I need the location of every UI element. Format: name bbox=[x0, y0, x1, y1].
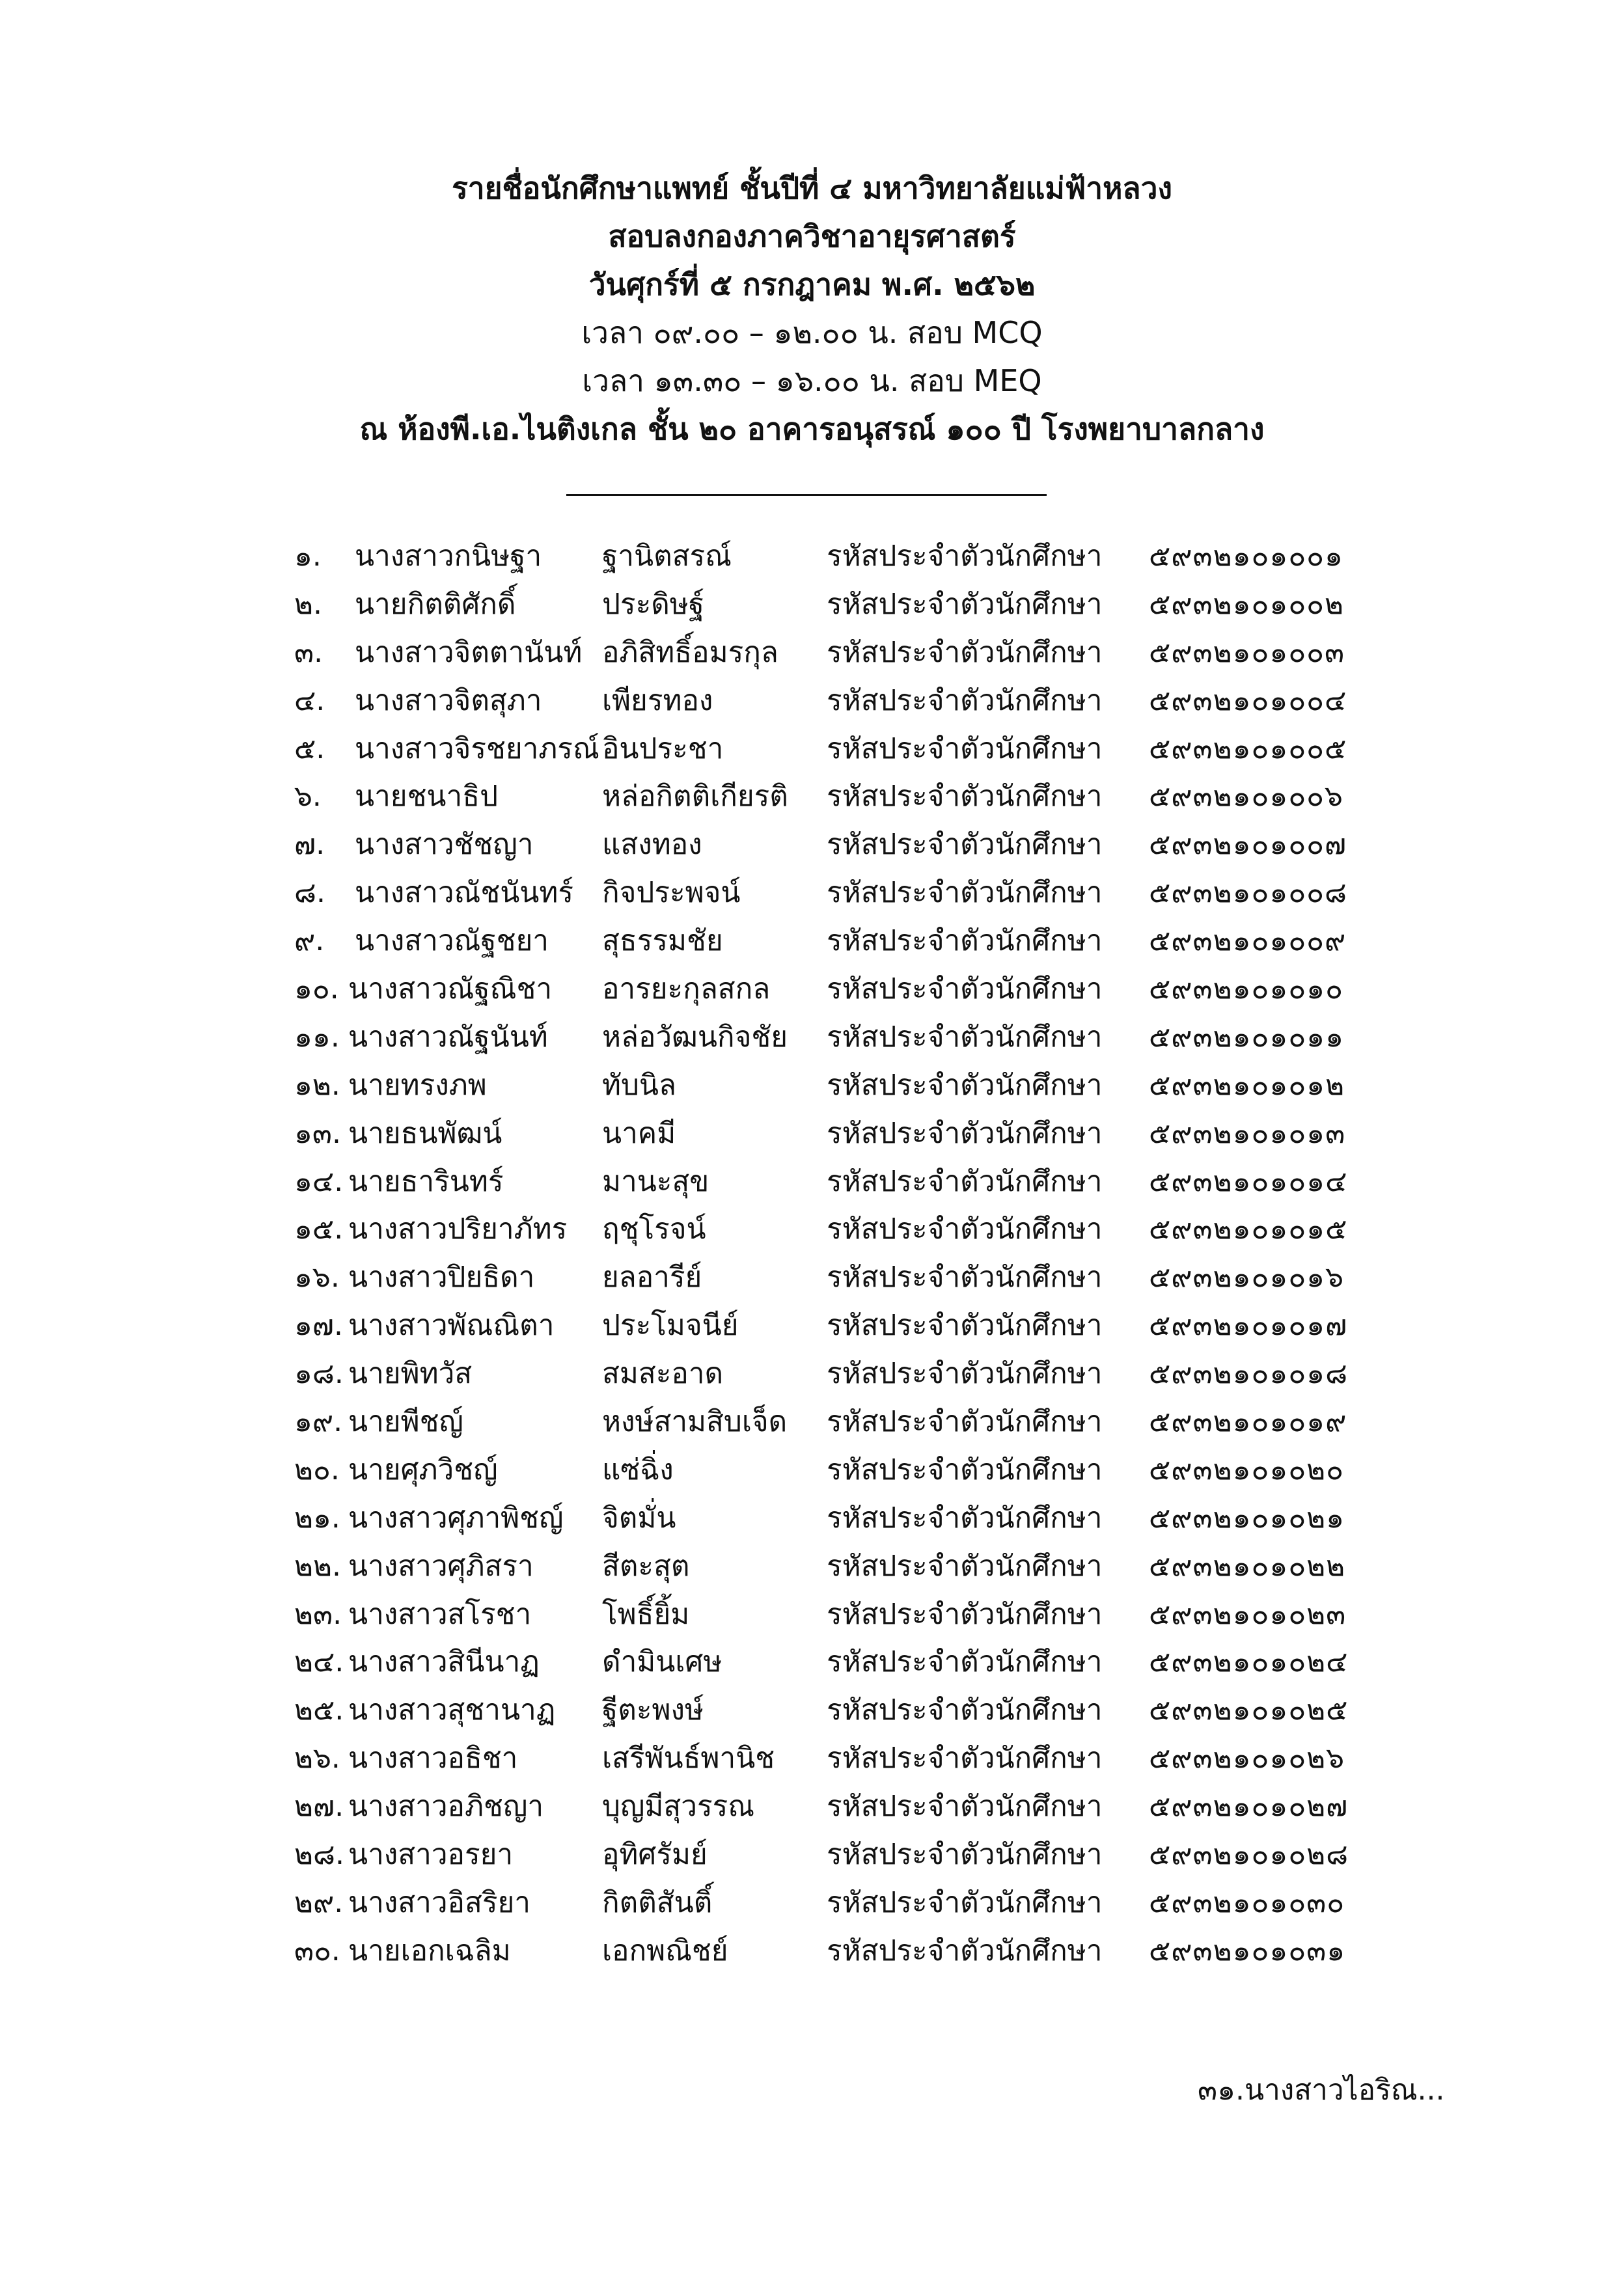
list-item bbox=[0, 725, 1624, 773]
student-id-label: รหัสประจำตัวนักศึกษา bbox=[827, 780, 1103, 814]
student-id-label: รหัสประจำตัวนักศึกษา bbox=[827, 1838, 1103, 1872]
student-id: ๕๙๓๒๑๐๑๐๐๕ bbox=[1149, 732, 1347, 765]
student-id: ๕๙๓๒๑๐๑๐๒๘ bbox=[1149, 1838, 1349, 1872]
row-number: ๒๙. bbox=[294, 1885, 344, 1919]
student-last-name: แสงทอง bbox=[602, 828, 702, 862]
list-item bbox=[0, 1542, 1624, 1591]
student-id: ๕๙๓๒๑๐๑๐๒๓ bbox=[1149, 1597, 1347, 1631]
student-last-name: สีตะสุต bbox=[602, 1549, 690, 1583]
student-id: ๕๙๓๒๑๐๑๐๑๗ bbox=[1149, 1309, 1348, 1343]
header-date: วันศุกร์ที่ ๕ กรกฎาคม พ.ศ. ๒๕๖๒ bbox=[588, 267, 1036, 302]
student-first-name: นางสาวสโรชา bbox=[348, 1597, 532, 1631]
student-last-name: สุธรรมชัย bbox=[602, 924, 723, 958]
student-id-label: รหัสประจำตัวนักศึกษา bbox=[827, 828, 1103, 862]
student-id: ๕๙๓๒๑๐๑๐๓๐ bbox=[1149, 1885, 1345, 1919]
student-first-name: นางสาวปิยธิดา bbox=[348, 1261, 535, 1294]
student-id-label: รหัสประจำตัวนักศึกษา bbox=[827, 1645, 1103, 1679]
row-number: ๒๔. bbox=[294, 1645, 344, 1679]
student-id-label: รหัสประจำตัวนักศึกษา bbox=[827, 540, 1103, 573]
student-id: ๕๙๓๒๑๐๑๐๑๙ bbox=[1149, 1405, 1347, 1439]
student-list bbox=[0, 532, 1624, 1975]
student-id-label: รหัสประจำตัวนักศึกษา bbox=[827, 1790, 1103, 1824]
list-item bbox=[0, 532, 1624, 581]
student-id-label: รหัสประจำตัวนักศึกษา bbox=[827, 635, 1103, 669]
student-id-label: รหัสประจำตัวนักศึกษา bbox=[827, 1501, 1103, 1535]
student-first-name: นางสาวณัฐนันท์ bbox=[348, 1020, 548, 1054]
student-first-name: นางสาวจิตตานันท์ bbox=[355, 635, 583, 669]
student-last-name: หงษ์สามสิบเจ็ด bbox=[602, 1405, 788, 1439]
student-last-name: เสรีพันธ์พานิช bbox=[602, 1742, 775, 1775]
student-id-label: รหัสประจำตัวนักศึกษา bbox=[827, 876, 1103, 910]
student-first-name: นางสาวสุชานาฏ bbox=[348, 1693, 556, 1727]
row-number: ๔. bbox=[294, 683, 325, 717]
student-last-name: ประดิษฐ์ bbox=[602, 587, 705, 621]
list-item bbox=[0, 629, 1624, 677]
student-first-name: นางสาวอรยา bbox=[348, 1838, 514, 1872]
student-id-label: รหัสประจำตัวนักศึกษา bbox=[827, 1020, 1103, 1054]
row-number: ๒๕. bbox=[294, 1693, 344, 1727]
student-last-name: ประโมจนีย์ bbox=[602, 1309, 739, 1343]
student-id: ๕๙๓๒๑๐๑๐๒๐ bbox=[1149, 1453, 1345, 1486]
student-id: ๕๙๓๒๑๐๑๐๐๓ bbox=[1149, 635, 1345, 669]
student-id-label: รหัสประจำตัวนักศึกษา bbox=[827, 1261, 1103, 1294]
student-id: ๕๙๓๒๑๐๑๐๑๑ bbox=[1149, 1020, 1345, 1054]
row-number: ๙. bbox=[294, 924, 325, 958]
student-id-label: รหัสประจำตัวนักศึกษา bbox=[827, 1597, 1103, 1631]
student-first-name: นายศุภวิชญ์ bbox=[348, 1453, 498, 1486]
row-number: ๑๒. bbox=[294, 1068, 340, 1102]
student-first-name: นายชนาธิป bbox=[355, 780, 498, 814]
student-id-label: รหัสประจำตัวนักศึกษา bbox=[827, 1693, 1103, 1727]
student-id: ๕๙๓๒๑๐๑๐๒๕ bbox=[1149, 1693, 1349, 1727]
list-item bbox=[0, 1061, 1624, 1110]
row-number: ๓๐. bbox=[294, 1934, 340, 1967]
student-first-name: นายเอกเฉลิม bbox=[348, 1934, 511, 1967]
row-number: ๑๑. bbox=[294, 1020, 340, 1054]
student-last-name: หล่อกิตติเกียรติ bbox=[602, 780, 788, 814]
list-item bbox=[0, 1831, 1624, 1879]
list-item bbox=[0, 1734, 1624, 1783]
list-item bbox=[0, 1446, 1624, 1494]
student-id-label: รหัสประจำตัวนักศึกษา bbox=[827, 587, 1103, 621]
header-time-meq: เวลา ๑๓.๓๐ – ๑๖.๐๐ น. สอบ MEQ bbox=[582, 363, 1042, 398]
student-first-name: นางสาวกนิษฐา bbox=[355, 540, 542, 573]
student-id-label: รหัสประจำตัวนักศึกษา bbox=[827, 1309, 1103, 1343]
student-id-label: รหัสประจำตัวนักศึกษา bbox=[827, 1068, 1103, 1102]
list-item bbox=[0, 1879, 1624, 1927]
student-last-name: ทับนิล bbox=[602, 1068, 676, 1102]
student-id: ๕๙๓๒๑๐๑๐๐๗ bbox=[1149, 828, 1347, 862]
header-time-mcq: เวลา ๐๙.๐๐ – ๑๒.๐๐ น. สอบ MCQ bbox=[581, 315, 1043, 350]
student-id-label: รหัสประจำตัวนักศึกษา bbox=[827, 732, 1103, 765]
list-item bbox=[0, 773, 1624, 821]
list-item bbox=[0, 677, 1624, 725]
student-last-name: อารยะกุลสกล bbox=[602, 972, 771, 1006]
list-item bbox=[0, 917, 1624, 965]
list-item bbox=[0, 1158, 1624, 1206]
student-id: ๕๙๓๒๑๐๑๐๐๙ bbox=[1149, 924, 1347, 958]
student-last-name: มานะสุข bbox=[602, 1164, 709, 1198]
row-number: ๒๐. bbox=[294, 1453, 340, 1486]
student-last-name: เอกพณิชย์ bbox=[602, 1934, 728, 1967]
list-item bbox=[0, 965, 1624, 1013]
list-item bbox=[0, 1638, 1624, 1686]
document-header bbox=[0, 164, 1624, 453]
student-id: ๕๙๓๒๑๐๑๐๑๘ bbox=[1149, 1357, 1349, 1391]
row-number: ๒๓. bbox=[294, 1597, 342, 1631]
list-item bbox=[0, 1302, 1624, 1350]
list-item bbox=[0, 1927, 1624, 1975]
student-id: ๕๙๓๒๑๐๑๐๑๓ bbox=[1149, 1116, 1346, 1150]
student-first-name: นายกิตติศักดิ์ bbox=[355, 587, 516, 621]
list-item bbox=[0, 1253, 1624, 1302]
student-first-name: นางสาวศุภิสรา bbox=[348, 1549, 534, 1583]
student-last-name: บุญมีสุวรรณ bbox=[602, 1790, 755, 1824]
student-id: ๕๙๓๒๑๐๑๐๑๒ bbox=[1149, 1068, 1345, 1102]
student-last-name: ฐีตะพงษ์ bbox=[602, 1693, 704, 1727]
student-last-name: โพธิ์ยิ้ม bbox=[602, 1597, 690, 1631]
student-id: ๕๙๓๒๑๐๑๐๑๐ bbox=[1149, 972, 1343, 1006]
student-id-label: รหัสประจำตัวนักศึกษา bbox=[827, 972, 1103, 1006]
student-id-label: รหัสประจำตัวนักศึกษา bbox=[827, 1549, 1103, 1583]
list-item bbox=[0, 1110, 1624, 1158]
row-number: ๓. bbox=[294, 635, 323, 669]
student-first-name: นางสาวพัณณิตา bbox=[348, 1309, 555, 1343]
student-first-name: นางสาวณัชนันทร์ bbox=[355, 876, 574, 910]
row-number: ๑๓. bbox=[294, 1116, 341, 1150]
row-number: ๗. bbox=[294, 828, 325, 862]
student-id-label: รหัสประจำตัวนักศึกษา bbox=[827, 1357, 1103, 1391]
student-id: ๕๙๓๒๑๐๑๐๑๖ bbox=[1149, 1261, 1345, 1294]
student-id: ๕๙๓๒๑๐๑๐๐๑ bbox=[1149, 540, 1343, 573]
student-id: ๕๙๓๒๑๐๑๐๐๔ bbox=[1149, 683, 1347, 717]
student-id-label: รหัสประจำตัวนักศึกษา bbox=[827, 1116, 1103, 1150]
student-id: ๕๙๓๒๑๐๑๐๐๒ bbox=[1149, 587, 1345, 621]
row-number: ๑๔. bbox=[294, 1164, 344, 1198]
student-last-name: อภิสิทธิ์อมรกุล bbox=[602, 635, 778, 669]
student-id: ๕๙๓๒๑๐๑๐๒๖ bbox=[1149, 1742, 1345, 1775]
student-first-name: นางสาวอธิชา bbox=[348, 1742, 518, 1775]
row-number: ๑๕. bbox=[294, 1212, 344, 1246]
student-id: ๕๙๓๒๑๐๑๐๐๖ bbox=[1149, 780, 1343, 814]
student-first-name: นายธนพัฒน์ bbox=[348, 1116, 502, 1150]
student-first-name: นางสาวศุภาพิชญ์ bbox=[348, 1501, 564, 1535]
row-number: ๒๑. bbox=[294, 1501, 340, 1535]
row-number: ๑๘. bbox=[294, 1357, 344, 1391]
header-department: สอบลงกองภาควิชาอายุรศาสตร์ bbox=[608, 219, 1016, 254]
student-id: ๕๙๓๒๑๐๑๐๒๗ bbox=[1149, 1790, 1349, 1824]
student-id-label: รหัสประจำตัวนักศึกษา bbox=[827, 1934, 1103, 1967]
student-first-name: นางสาวสินีนาฏ bbox=[348, 1645, 540, 1679]
student-last-name: ดำมินเศษ bbox=[602, 1645, 723, 1679]
row-number: ๒๘. bbox=[294, 1838, 344, 1872]
row-number: ๑๗. bbox=[294, 1309, 344, 1343]
list-item bbox=[0, 1350, 1624, 1398]
student-last-name: แซ่ฉิ่ง bbox=[602, 1453, 674, 1486]
student-first-name: นางสาวปริยาภัทร bbox=[348, 1212, 568, 1246]
row-number: ๒๒. bbox=[294, 1549, 341, 1583]
student-last-name: ฐานิตสรณ์ bbox=[602, 540, 732, 573]
student-last-name: อุทิศรัมย์ bbox=[602, 1838, 708, 1872]
header-title: รายชื่อนักศึกษาแพทย์ ชั้นปีที่ ๔ มหาวิทยาลัยแม่ฟ้าหลวง bbox=[452, 171, 1172, 206]
student-last-name: อินประชา bbox=[602, 732, 724, 765]
row-number: ๑๖. bbox=[294, 1261, 340, 1294]
list-item bbox=[0, 1686, 1624, 1734]
student-id-label: รหัสประจำตัวนักศึกษา bbox=[827, 1742, 1103, 1775]
student-first-name: นายธารินทร์ bbox=[348, 1164, 504, 1198]
student-first-name: นางสาวจิตสุภา bbox=[355, 683, 542, 717]
header-location: ณ ห้องพี.เอ.ไนติงเกล ชั้น ๒๐ อาคารอนุสรณ์ ๑๐๐ ปี โรงพยาบาลกลาง bbox=[359, 411, 1265, 446]
student-last-name: ยลอารีย์ bbox=[602, 1261, 702, 1294]
list-item bbox=[0, 1205, 1624, 1253]
row-number: ๘. bbox=[294, 876, 325, 910]
student-last-name: จิตมั่น bbox=[602, 1501, 676, 1535]
student-first-name: นางสาวอิสริยา bbox=[348, 1885, 530, 1919]
student-id-label: รหัสประจำตัวนักศึกษา bbox=[827, 1405, 1103, 1439]
student-first-name: นางสาวจิรชยาภรณ์ bbox=[355, 732, 599, 765]
student-id-label: รหัสประจำตัวนักศึกษา bbox=[827, 1885, 1103, 1919]
student-first-name: นายพิทวัส bbox=[348, 1357, 473, 1391]
row-number: ๖. bbox=[294, 780, 322, 814]
student-last-name: ฤชุโรจน์ bbox=[602, 1212, 706, 1246]
list-item bbox=[0, 1591, 1624, 1639]
student-first-name: นางสาวชัชญา bbox=[355, 828, 534, 862]
list-item bbox=[0, 1783, 1624, 1831]
student-first-name: นายพีชญ์ bbox=[348, 1405, 463, 1439]
student-id: ๕๙๓๒๑๐๑๐๑๕ bbox=[1149, 1212, 1348, 1246]
row-number: ๒๖. bbox=[294, 1742, 340, 1775]
student-id: ๕๙๓๒๑๐๑๐๐๘ bbox=[1149, 876, 1347, 910]
student-id-label: รหัสประจำตัวนักศึกษา bbox=[827, 1453, 1103, 1486]
student-last-name: เพียรทอง bbox=[602, 683, 713, 717]
row-number: ๕. bbox=[294, 732, 325, 765]
student-id: ๕๙๓๒๑๐๑๐๒๑ bbox=[1149, 1501, 1345, 1535]
student-last-name: นาคมี bbox=[602, 1116, 676, 1150]
row-number: ๑๙. bbox=[294, 1405, 343, 1439]
student-id-label: รหัสประจำตัวนักศึกษา bbox=[827, 1164, 1103, 1198]
student-id-label: รหัสประจำตัวนักศึกษา bbox=[827, 924, 1103, 958]
student-id: ๕๙๓๒๑๐๑๐๒๒ bbox=[1149, 1549, 1346, 1583]
header-divider bbox=[566, 494, 1047, 496]
student-id-label: รหัสประจำตัวนักศึกษา bbox=[827, 1212, 1103, 1246]
list-item bbox=[0, 581, 1624, 629]
student-first-name: นายทรงภพ bbox=[348, 1068, 487, 1102]
continuation-note: ๓๑.นางสาวไอริณ... bbox=[1198, 2074, 1445, 2107]
list-item bbox=[0, 869, 1624, 917]
row-number: ๑. bbox=[294, 540, 322, 573]
student-id: ๕๙๓๒๑๐๑๐๓๑ bbox=[1149, 1934, 1346, 1967]
list-item bbox=[0, 1494, 1624, 1542]
student-id-label: รหัสประจำตัวนักศึกษา bbox=[827, 683, 1103, 717]
student-first-name: นางสาวอภิชญา bbox=[348, 1790, 544, 1824]
row-number: ๒. bbox=[294, 587, 322, 621]
student-last-name: กิจประพจน์ bbox=[602, 876, 741, 910]
student-first-name: นางสาวณัฐณิชา bbox=[348, 972, 553, 1006]
list-item bbox=[0, 1398, 1624, 1446]
row-number: ๑๐. bbox=[294, 972, 339, 1006]
student-id: ๕๙๓๒๑๐๑๐๒๔ bbox=[1149, 1645, 1349, 1679]
row-number: ๒๗. bbox=[294, 1790, 344, 1824]
student-id: ๕๙๓๒๑๐๑๐๑๔ bbox=[1149, 1164, 1348, 1198]
student-last-name: หล่อวัฒนกิจชัย bbox=[602, 1020, 788, 1054]
student-last-name: กิตติสันติ์ bbox=[602, 1885, 713, 1919]
list-item bbox=[0, 821, 1624, 869]
list-item bbox=[0, 1013, 1624, 1061]
student-last-name: สมสะอาด bbox=[602, 1357, 724, 1391]
student-first-name: นางสาวณัฐชยา bbox=[355, 924, 549, 958]
